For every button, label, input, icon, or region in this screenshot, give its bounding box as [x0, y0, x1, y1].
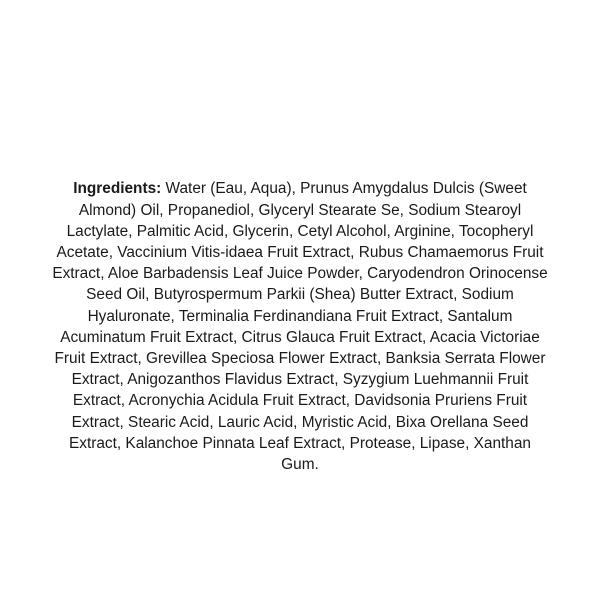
- ingredients-list: Water (Eau, Aqua), Prunus Amygdalus Dulcis (Sweet Almond) Oil, Propanediol, Glyceryl Stearate Se, Sodium Stearoyl Lactylate, Palmitic Acid, Glycerin, Cetyl Alcohol, Arginine, Tocopheryl Acetate, Vaccinium Vitis-idaea Fruit Extract, Rubus Chamaemorus Fruit Extract, Aloe Barbadensis Leaf Juice Powder, Caryodendron Orinocense Seed Oil, Butyrospermum Parkii (Shea) Butter Extract, Sodium Hyaluronate, Terminalia Ferdinandiana Fruit Extract, Santalum Acuminatum Fruit Extract, Citrus Glauca Fruit Extract, Acacia Victoriae Fruit Extract, Grevillea Speciosa Flower Extract, Banksia Serrata Flower Extract, Anigozanthos Flavidus Extract, Syzygium Luehmannii Fruit Extract, Acronychia Acidula Fruit Extract, Davidsonia Pruriens Fruit Extract, Stearic Acid, Lauric Acid, Myristic Acid, Bixa Orellana Seed Extract, Kalanchoe Pinnata Leaf Extract, Protease, Lipase, Xanthan Gum.: [52, 180, 548, 474]
- ingredients-label: Ingredients:: [73, 180, 162, 198]
- ingredients-paragraph: [50, 178, 550, 475]
